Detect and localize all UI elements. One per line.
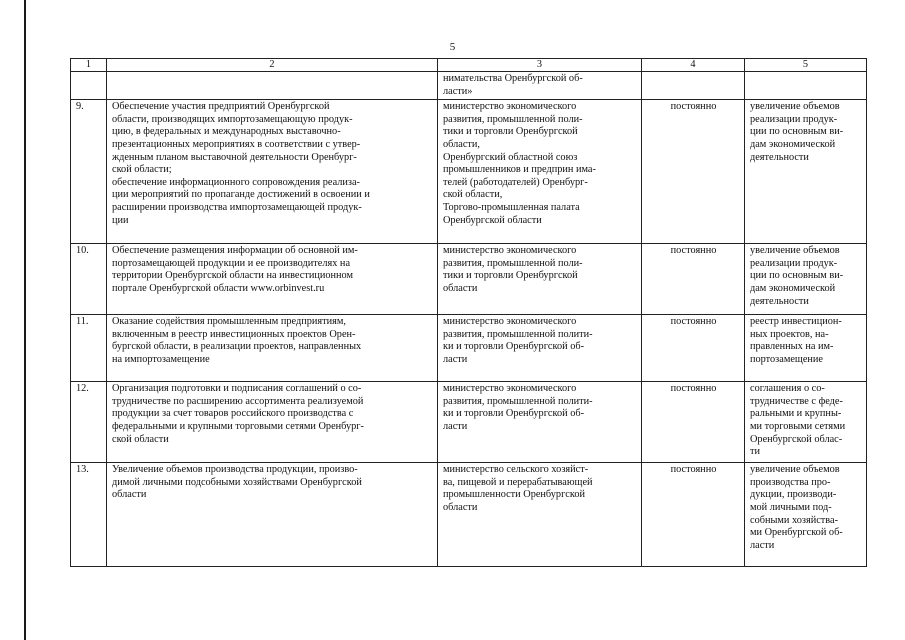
result-cell: увеличение объемов реализации продук- ции по основным ви- дам экономической деятельности <box>745 100 867 244</box>
column-number: 4 <box>642 59 745 72</box>
responsible-cell: министерство экономического развития, промышленной поли- тики и торговли Оренбургской области, Оренбургский областной союз промышленников и предприн има- телей (работодателей) Оренбург- ской области, Торгово-промышленная палата Оренбургской области <box>438 100 642 244</box>
term-cell: постоянно <box>642 463 745 567</box>
task-cell: Организация подготовки и подписания соглашений о со- трудничестве по расширению ассортимента реализуемой продукции за счет товаров российского производства с федеральными и крупными торговыми сетями Оренбург- ской области <box>107 382 438 463</box>
column-number: 2 <box>107 59 438 72</box>
task-cell: Увеличение объемов производства продукции, произво- димой личными подсобными хозяйствами Оренбургской области <box>107 463 438 567</box>
result-cell: соглашения о со- трудничестве с феде- ральными и крупны- ми торговыми сетями Оренбургской облас- ти <box>745 382 867 463</box>
table-row <box>71 315 867 382</box>
row-number-cell: 10. <box>71 244 107 315</box>
task-cell <box>107 72 438 100</box>
row-number-cell: 9. <box>71 100 107 244</box>
column-number-row <box>71 59 867 72</box>
task-cell: Оказание содействия промышленным предприятиям, включенным в реестр инвестиционных проектов Орен- бургской области, в реализации проектов, направленных на импортозамещение <box>107 315 438 382</box>
term-cell: постоянно <box>642 382 745 463</box>
result-cell: увеличение объемов производства про- дукции, производи- мой личными под- собными хозяйства- ми Оренбургской об- ласти <box>745 463 867 567</box>
table-row <box>71 244 867 315</box>
page-number: 5 <box>449 41 456 53</box>
responsible-cell: министерство экономического развития, промышленной поли- тики и торговли Оренбургской области <box>438 244 642 315</box>
responsible-cell: нимательства Оренбургской об- ласти» <box>438 72 642 100</box>
table-row <box>71 100 867 244</box>
responsible-cell: министерство экономического развития, промышленной полити- ки и торговли Оренбургской об- ласти <box>438 382 642 463</box>
table-row <box>71 382 867 463</box>
measures-table <box>70 58 867 567</box>
responsible-cell: министерство экономического развития, промышленной полити- ки и торговли Оренбургской об- ласти <box>438 315 642 382</box>
term-cell: постоянно <box>642 100 745 244</box>
responsible-cell: министерство сельского хозяйст- ва, пищевой и перерабатывающей промышленности Оренбургской области <box>438 463 642 567</box>
task-cell: Обеспечение участия предприятий Оренбургской области, производящих импортозамещающую продук- цию, в федеральных и международных выставочно- презентационных мероприятиях в соответствии с утвер- жденным планом выставочной деятельности Оренбург- ской области; обеспечение информационного сопровождения реализа- ции мероприятий по пропаганде достижений в освоении и расширении производства импортозамещающей продук- ции <box>107 100 438 244</box>
term-cell: постоянно <box>642 244 745 315</box>
continuation-row <box>71 72 867 100</box>
column-number: 3 <box>438 59 642 72</box>
result-cell <box>745 72 867 100</box>
column-number: 1 <box>71 59 107 72</box>
binding-edge-line <box>24 0 26 640</box>
term-cell: постоянно <box>642 315 745 382</box>
row-number-cell <box>71 72 107 100</box>
result-cell: увеличение объемов реализации продук- ции по основным ви- дам экономической деятельности <box>745 244 867 315</box>
row-number-cell: 11. <box>71 315 107 382</box>
column-number: 5 <box>745 59 867 72</box>
table-row <box>71 463 867 567</box>
row-number-cell: 12. <box>71 382 107 463</box>
term-cell <box>642 72 745 100</box>
task-cell: Обеспечение размещения информации об основной им- портозамещающей продукции и ее производителях на территории Оренбургской области на инвестиционном портале Оренбургской области www.orbinvest.ru <box>107 244 438 315</box>
row-number-cell: 13. <box>71 463 107 567</box>
result-cell: реестр инвестицион- ных проектов, на- правленных на им- портозамещение <box>745 315 867 382</box>
